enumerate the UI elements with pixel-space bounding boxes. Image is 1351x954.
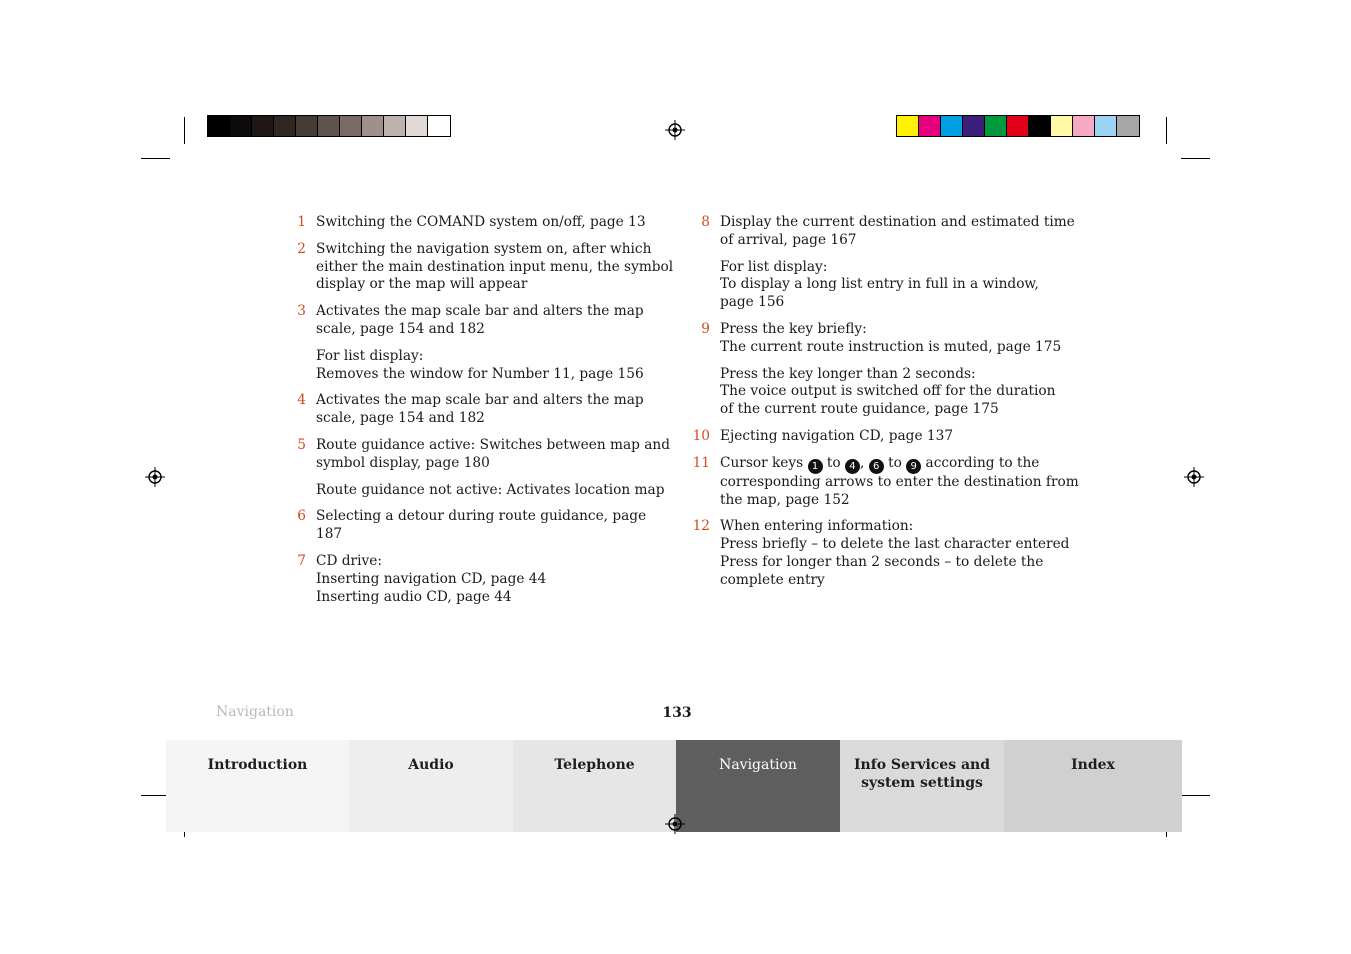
list-item: [297, 508, 676, 544]
color-bar: [896, 115, 1140, 137]
right-column: [692, 214, 1080, 599]
color-swatch: [340, 116, 362, 136]
item-number: 12: [692, 518, 710, 535]
item-number: 1: [297, 214, 306, 230]
color-swatch: [963, 116, 985, 136]
crop-mark: [1181, 795, 1210, 796]
crop-mark: [1166, 117, 1167, 144]
list-item: [692, 427, 1080, 446]
list-item: [297, 436, 676, 473]
list-item: [701, 320, 1080, 357]
registration-mark-icon: [145, 467, 165, 487]
key-9-icon: 9: [906, 459, 921, 474]
item-text: Display the current destination and estimated time of arrival, page 167: [720, 214, 1075, 248]
crop-mark: [184, 117, 185, 144]
tab-audio[interactable]: Audio: [349, 740, 513, 832]
item-text: Activates the map scale bar and alters the map scale, page 154 and 182: [316, 392, 644, 427]
left-column: [297, 214, 676, 615]
item-number: 11: [692, 454, 710, 471]
item-number: 8: [701, 214, 710, 230]
color-swatch: [919, 116, 941, 136]
color-swatch: [1051, 116, 1073, 136]
item-number: 4: [297, 392, 306, 409]
color-swatch: [384, 116, 406, 136]
tab-index[interactable]: Index: [1004, 740, 1182, 832]
grayscale-bar: [207, 115, 451, 137]
to-label: to: [826, 454, 841, 471]
item-subtext: For list display: To display a long list entry in full in a window, page 156: [720, 258, 1039, 311]
item-text: Switching the navigation system on, after which either the main destination input menu, the symbol display or the map will appear: [316, 240, 674, 293]
item-text: Switching the COMAND system on/off, page 13: [316, 214, 646, 230]
tab-info-services-and[interactable]: Info Services and system settings: [840, 740, 1004, 832]
item-text: CD drive: Inserting navigation CD, page 44 Inserting audio CD, page 44: [316, 552, 547, 605]
tab-navigation[interactable]: Navigation: [676, 740, 840, 832]
tab-telephone[interactable]: Telephone: [513, 740, 676, 832]
comma: ,: [859, 454, 865, 471]
page-number: 133: [662, 705, 692, 721]
color-swatch: [406, 116, 428, 136]
color-swatch: [897, 116, 919, 136]
list-item: [701, 214, 1080, 250]
item-text: Activates the map scale bar and alters the map scale, page 154 and 182: [316, 303, 644, 337]
color-swatch: [274, 116, 296, 136]
list-item: [297, 214, 676, 232]
item-number: 7: [297, 552, 306, 569]
item-number: 9: [701, 320, 710, 337]
color-swatch: [428, 116, 450, 136]
list-item: [692, 518, 1080, 589]
item-text: When entering information: Press briefly – to delete the last character entered Press for longer than 2 seconds – to delete the complete entry: [720, 518, 1070, 588]
color-swatch: [1095, 116, 1117, 136]
color-swatch: [252, 116, 274, 136]
item-text: Route guidance active: Switches between map and symbol display, page 180: [316, 436, 670, 471]
color-swatch: [941, 116, 963, 136]
key-4-icon: 4: [845, 459, 860, 474]
key-1-icon: 1: [808, 459, 823, 474]
registration-mark-icon: [665, 120, 685, 140]
color-swatch: [1007, 116, 1029, 136]
item-subtext: Route guidance not active: Activates location map: [316, 481, 665, 498]
list-item: [297, 392, 676, 428]
color-swatch: [1029, 116, 1051, 136]
color-swatch: [208, 116, 230, 136]
color-swatch: [1073, 116, 1095, 136]
list-item: [297, 240, 676, 294]
item-text-continued: corresponding arrows to enter the destination from the map, page 152: [720, 473, 1079, 508]
item-text: Selecting a detour during route guidance, page 187: [316, 508, 647, 543]
item-text: [720, 455, 1080, 474]
according-label: according to the: [925, 454, 1040, 471]
list-item: [692, 454, 1080, 510]
list-item: [297, 552, 676, 606]
item-number: 3: [297, 303, 306, 320]
color-swatch: [985, 116, 1007, 136]
registration-mark-icon: [665, 814, 685, 834]
color-swatch: [1117, 116, 1139, 136]
item-subtext: For list display: Removes the window for Number 11, page 156: [316, 347, 644, 382]
cursor-keys-label: Cursor keys: [720, 454, 804, 471]
color-swatch: [296, 116, 318, 136]
item-text: Press the key briefly: The current route instruction is muted, page 175: [720, 320, 1062, 355]
item-number: 10: [692, 427, 710, 444]
crop-mark: [1181, 158, 1210, 159]
item-subtext: Press the key longer than 2 seconds: The voice output is switched off for the duration of the current route guidance, page 175: [720, 365, 1056, 418]
to-label: to: [888, 454, 902, 471]
list-item: [297, 303, 676, 339]
item-number: 5: [297, 436, 306, 453]
tab-introduction[interactable]: Introduction: [166, 740, 349, 832]
color-swatch: [230, 116, 252, 136]
section-title: Navigation: [216, 704, 294, 720]
item-text: Ejecting navigation CD, page 137: [720, 427, 954, 444]
item-number: 6: [297, 508, 306, 525]
crop-mark: [141, 158, 170, 159]
color-swatch: [362, 116, 384, 136]
key-6-icon: 6: [869, 459, 884, 474]
item-number: 2: [297, 240, 306, 257]
registration-mark-icon: [1184, 467, 1204, 487]
color-swatch: [318, 116, 340, 136]
